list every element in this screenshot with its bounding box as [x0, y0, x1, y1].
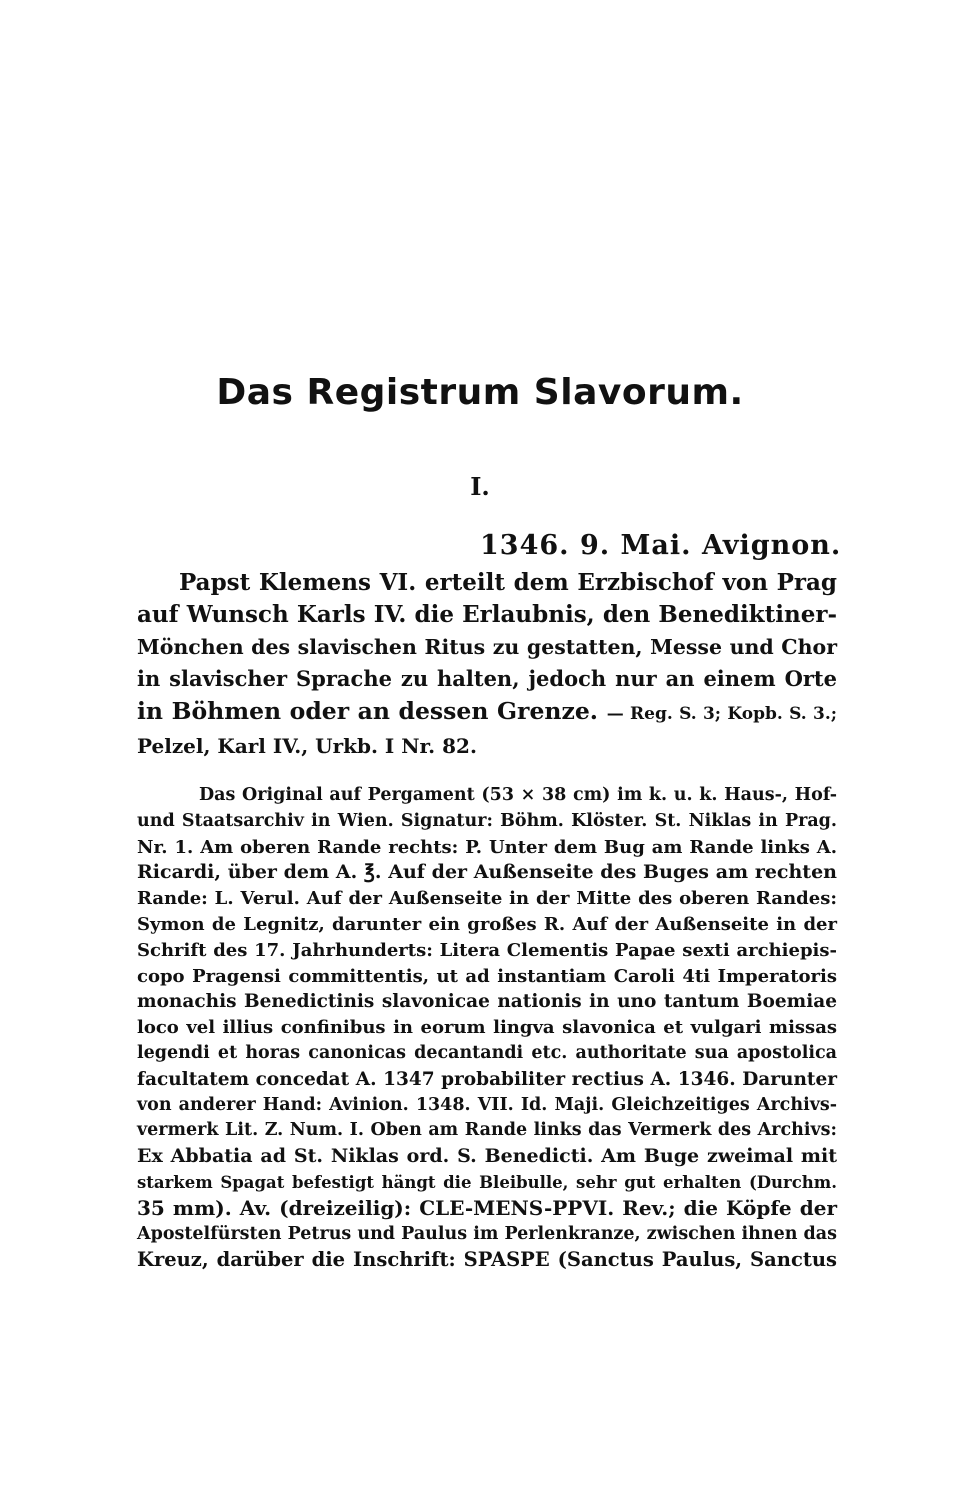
notes-line: Ex Abbatia ad St. Niklas ord. S. Benedicti. Am Buge zweimal mit — [137, 1145, 837, 1168]
summary-line-with-ref — [137, 695, 837, 730]
page-title: Das Registrum Slavorum. — [216, 372, 744, 413]
summary-line: in slavischer Sprache zu halten, jedoch nur an einem Orte — [137, 666, 837, 691]
notes-line: Schrift des 17. Jahrhunderts: Litera Clementis Papae sexti archiepis- — [137, 939, 837, 961]
summary-line: Papst Klemens VI. erteilt dem Erzbischof von Prag — [179, 569, 837, 596]
notes-line: Ricardi, über dem A. ℥. Auf der Außenseite des Buges am rechten — [137, 861, 837, 884]
notes-line: facultatem concedat A. 1347 probabiliter rectius A. 1346. Darunter — [137, 1068, 837, 1090]
notes-line: copo Pragensi committentis, ut ad instantiam Caroli 4ti Imperatoris — [137, 965, 837, 987]
notes-line: starkem Spagat befestigt hängt die Bleibulle, sehr gut erhalten (Durchm. — [137, 1172, 837, 1192]
notes-line: Apostelfürsten Petrus und Paulus im Perlenkranze, zwischen ihnen das — [137, 1223, 837, 1244]
section-number: I. — [470, 472, 490, 501]
notes-line: und Staatsarchiv in Wien. Signatur: Böhm. Klöster. St. Niklas in Prag. — [137, 810, 837, 831]
dateline: 1346. 9. Mai. Avignon. — [480, 530, 842, 561]
notes-line: legendi et horas canonicas decantandi etc. authoritate sua apostolica — [137, 1042, 837, 1063]
notes-line: loco vel illius confinibus in eorum lingva slavonica et vulgari missas — [137, 1017, 837, 1039]
summary-line: Mönchen des slavischen Ritus zu gestatten, Messe und Chor — [137, 635, 837, 659]
notes-line: monachis Benedictinis slavonicae nationis in uno tantum Boemiae — [137, 991, 837, 1013]
summary-reference-line: Pelzel, Karl IV., Urkb. I Nr. 82. — [137, 734, 477, 758]
notes-line: Kreuz, darüber die Inschrift: SPASPE (Sanctus Paulus, Sanctus — [137, 1248, 837, 1272]
summary-line: auf Wunsch Karls IV. die Erlaubnis, den Benediktiner- — [137, 601, 837, 628]
summary-line-text: in Böhmen oder an dessen Grenze. — [137, 697, 598, 725]
notes-line: 35 mm). Av. (dreizeilig): CLE-MENS-PPVI. Rev.; die Köpfe der — [137, 1195, 837, 1220]
notes-line: von anderer Hand: Avinion. 1348. VII. Id. Maji. Gleichzeitiges Archivs- — [137, 1094, 837, 1115]
summary-paragraph — [137, 567, 837, 762]
notes-line: Symon de Legnitz, darunter ein großes R. Auf der Außenseite in der — [137, 913, 837, 935]
notes-line: Das Original auf Pergament (53 × 38 cm) im k. u. k. Haus-, Hof- — [199, 785, 837, 805]
summary-reference: — Reg. S. 3; Kopb. S. 3.; — [606, 704, 838, 724]
notes-line: vermerk Lit. Z. Num. I. Oben am Rande links das Vermerk des Archivs: — [137, 1120, 837, 1141]
archival-notes — [137, 783, 837, 1273]
notes-line: Rande: L. Verul. Auf der Außenseite in der Mitte des oberen Randes: — [137, 888, 837, 910]
notes-line: Nr. 1. Am oberen Rande rechts: P. Unter dem Bug am Rande links A. — [137, 836, 837, 858]
